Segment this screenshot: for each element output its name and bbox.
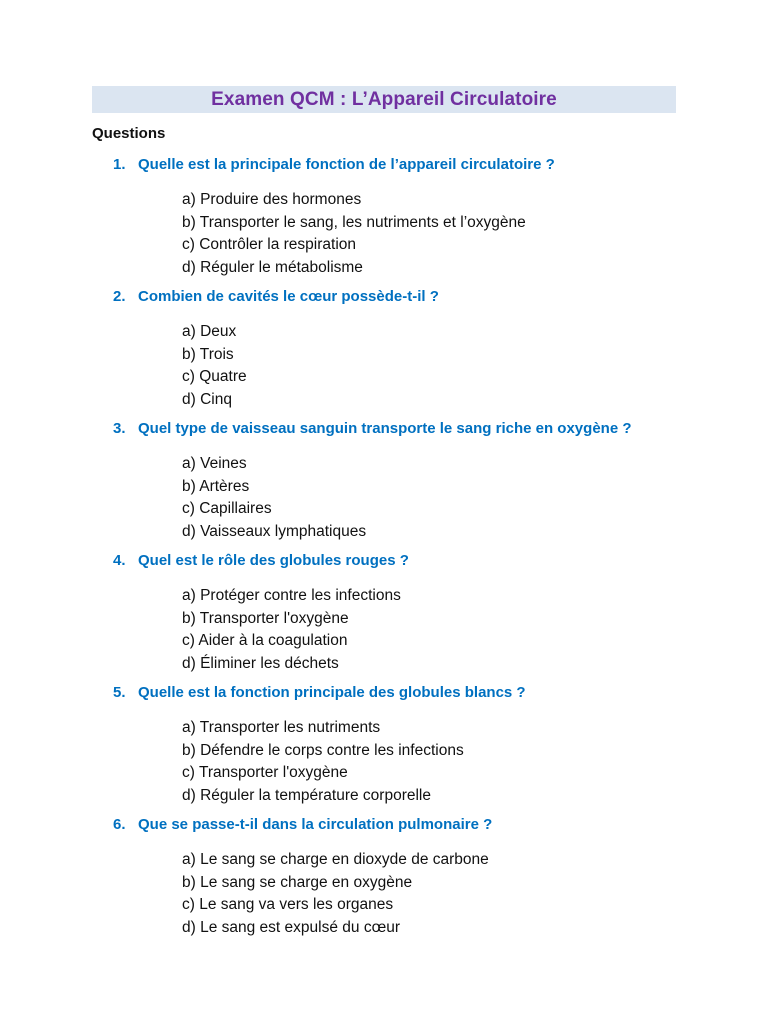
question-number: 1. [113,156,126,173]
option-a: a) Deux [182,323,237,340]
option-b: b) Transporter l'oxygène [182,609,349,627]
question-prompt: Combien de cavités le cœur possède-t-il ? [138,288,439,305]
question-prompt: Quelle est la fonction principale des globules blancs ? [138,684,526,701]
option-a: a) Transporter les nutriments [182,719,381,736]
question-prompt: Que se passe-t-il dans la circulation pulmonaire ? [138,816,493,833]
option-list [182,321,247,411]
option-a: a) Produire des hormones [182,191,362,208]
option-a: a) Le sang se charge en dioxyde de carbone [182,851,489,868]
question-4 [0,550,768,682]
question-number: 3. [113,420,126,437]
option-c: c) Contrôler la respiration [182,236,357,253]
option-c: c) Transporter l'oxygène [182,764,348,781]
option-b: b) Trois [182,345,234,363]
question-text [113,684,526,701]
title-banner [92,86,676,113]
option-d: d) Cinq [182,390,232,408]
option-b: b) Défendre le corps contre les infections [182,741,464,759]
option-list [182,189,526,279]
option-list [182,585,401,675]
option-c: c) Aider à la coagulation [182,632,348,649]
option-d: d) Éliminer les déchets [182,654,339,672]
question-number: 6. [113,816,126,833]
question-text [113,156,555,173]
option-b: b) Transporter le sang, les nutriments et l’oxygène [182,213,526,231]
option-d: d) Réguler la température corporelle [182,786,431,804]
question-3 [0,418,768,550]
option-d: d) Le sang est expulsé du cœur [182,918,400,936]
option-a: a) Veines [182,455,247,472]
question-number: 5. [113,684,126,701]
option-b: b) Artères [182,477,250,495]
question-1 [0,154,768,286]
question-list [0,154,768,946]
option-c: c) Le sang va vers les organes [182,896,394,913]
question-text [113,552,409,569]
document-title: Examen QCM : L’Appareil Circulatoire [211,88,557,110]
question-prompt: Quelle est la principale fonction de l’appareil circulatoire ? [138,156,555,173]
question-text [113,288,439,305]
question-2 [0,286,768,418]
question-number: 2. [113,288,126,305]
question-text [113,420,632,437]
option-b: b) Le sang se charge en oxygène [182,873,413,891]
option-a: a) Protéger contre les infections [182,587,401,604]
option-list [182,849,489,939]
section-heading: Questions [92,125,166,142]
question-text [113,816,492,833]
option-list [182,717,464,807]
question-number: 4. [113,552,126,569]
option-c: c) Capillaires [182,500,272,517]
option-d: d) Réguler le métabolisme [182,258,363,276]
question-prompt: Quel est le rôle des globules rouges ? [138,552,409,569]
question-prompt: Quel type de vaisseau sanguin transporte le sang riche en oxygène ? [138,420,632,437]
question-5 [0,682,768,814]
option-d: d) Vaisseaux lymphatiques [182,522,367,540]
option-c: c) Quatre [182,368,247,385]
option-list [182,453,366,543]
question-6 [0,814,768,946]
